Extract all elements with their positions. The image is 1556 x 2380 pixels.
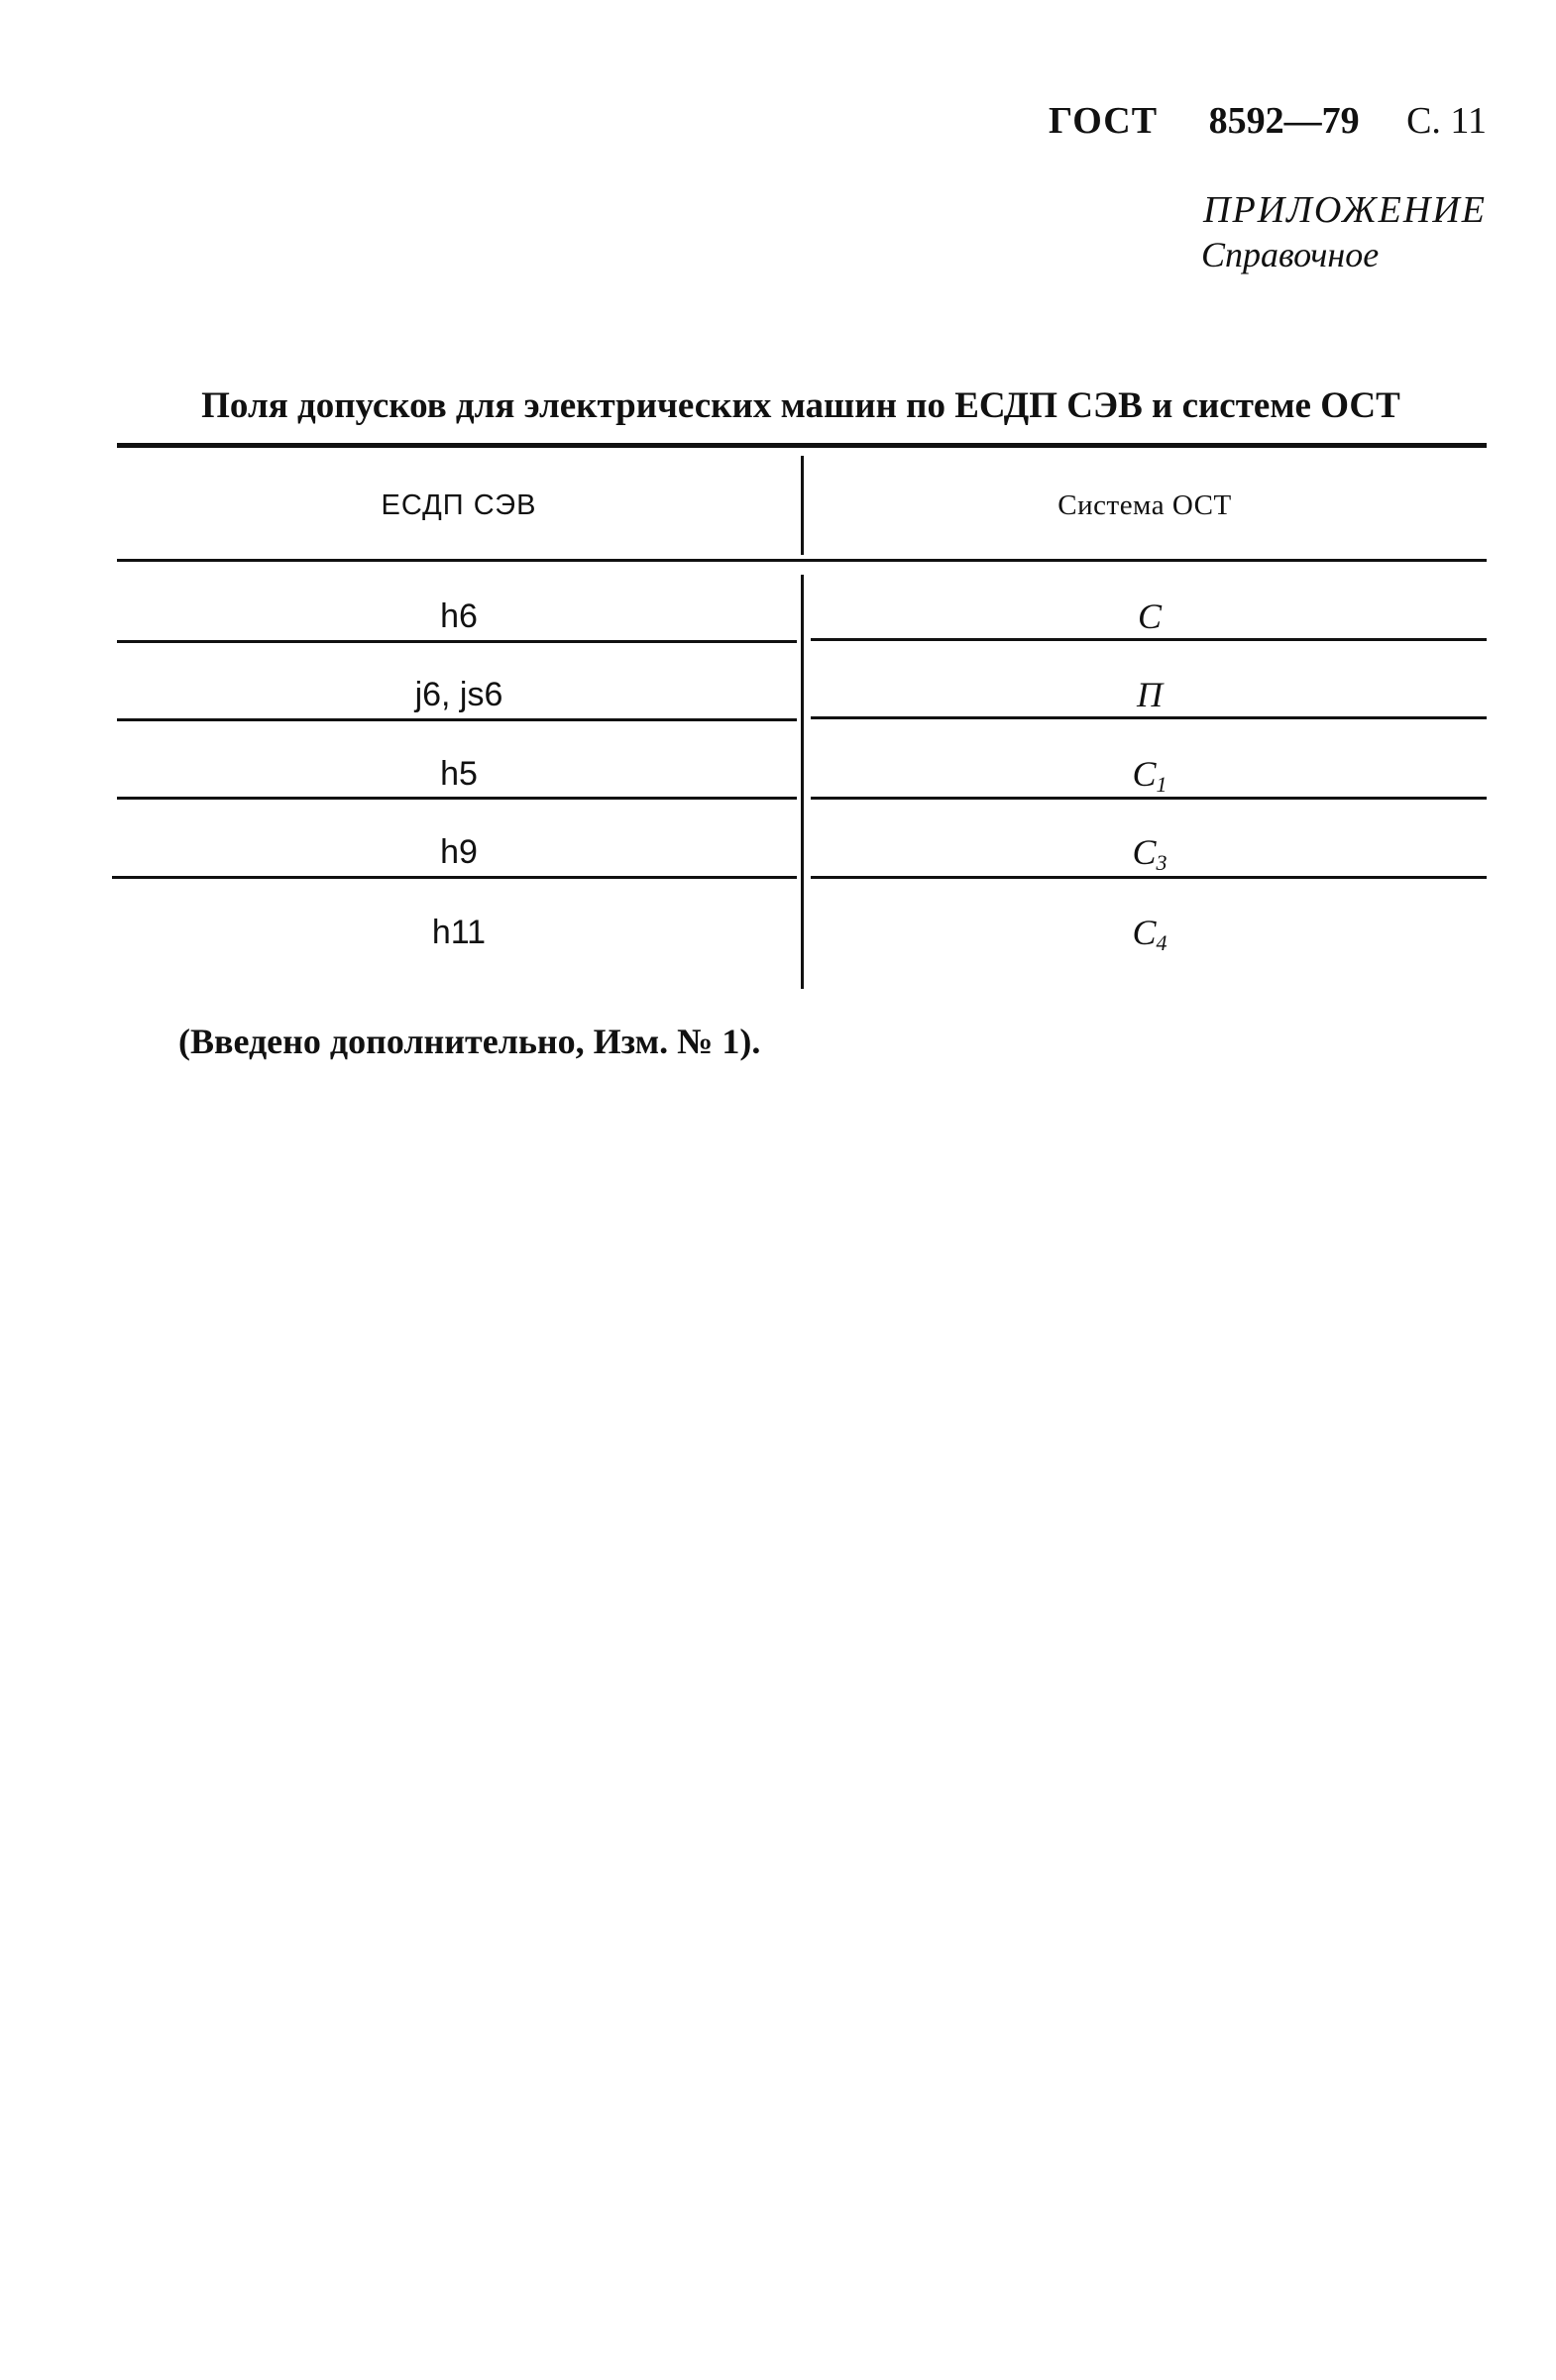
row-rule-left — [117, 640, 797, 643]
cell-esdp: h9 — [440, 833, 478, 871]
row-rule-left — [117, 718, 797, 721]
ost-subscript: 4 — [1156, 930, 1167, 955]
cell-esdp: j6, js6 — [414, 676, 503, 713]
cell-esdp: h11 — [431, 914, 487, 951]
ost-symbol: П — [1137, 675, 1163, 714]
cell-ost — [813, 831, 1487, 876]
table-title: Поля допусков для электрических машин по ЕСДП СЭВ и системе ОСТ — [201, 385, 1400, 426]
column-header-esdp: ЕСДП СЭВ — [381, 489, 537, 521]
header-bottom-rule — [117, 559, 1487, 562]
ost-subscript: 1 — [1156, 772, 1167, 797]
appendix-subtitle: Справочное — [1201, 235, 1380, 274]
row-rule-right — [811, 876, 1487, 879]
table-top-rule — [117, 443, 1487, 448]
cell-esdp: h6 — [440, 597, 478, 635]
cell-ost — [813, 753, 1487, 798]
amendment-note: (Введено дополнительно, Изм. № 1). — [178, 1022, 761, 1061]
standard-number: 8592—79 — [1208, 100, 1360, 142]
cell-ost — [813, 912, 1487, 956]
ost-symbol: C — [1132, 832, 1157, 872]
page-number: С. 11 — [1406, 100, 1487, 142]
document-header — [1049, 99, 1487, 143]
row-rule-left — [112, 876, 797, 879]
cell-esdp: h5 — [440, 755, 478, 793]
row-rule-left — [117, 797, 797, 800]
appendix-title: ПРИЛОЖЕНИЕ — [1203, 189, 1487, 231]
column-header-ost: Система ОСТ — [1057, 489, 1232, 521]
ost-symbol: C — [1132, 913, 1157, 952]
standard-label: ГОСТ — [1049, 100, 1159, 142]
ost-subscript: 3 — [1156, 850, 1167, 875]
body-divider-vertical — [801, 575, 804, 989]
cell-ost — [813, 595, 1487, 640]
cell-ost — [813, 674, 1487, 718]
ost-symbol: C — [1132, 754, 1157, 794]
ost-symbol: C — [1137, 596, 1162, 636]
